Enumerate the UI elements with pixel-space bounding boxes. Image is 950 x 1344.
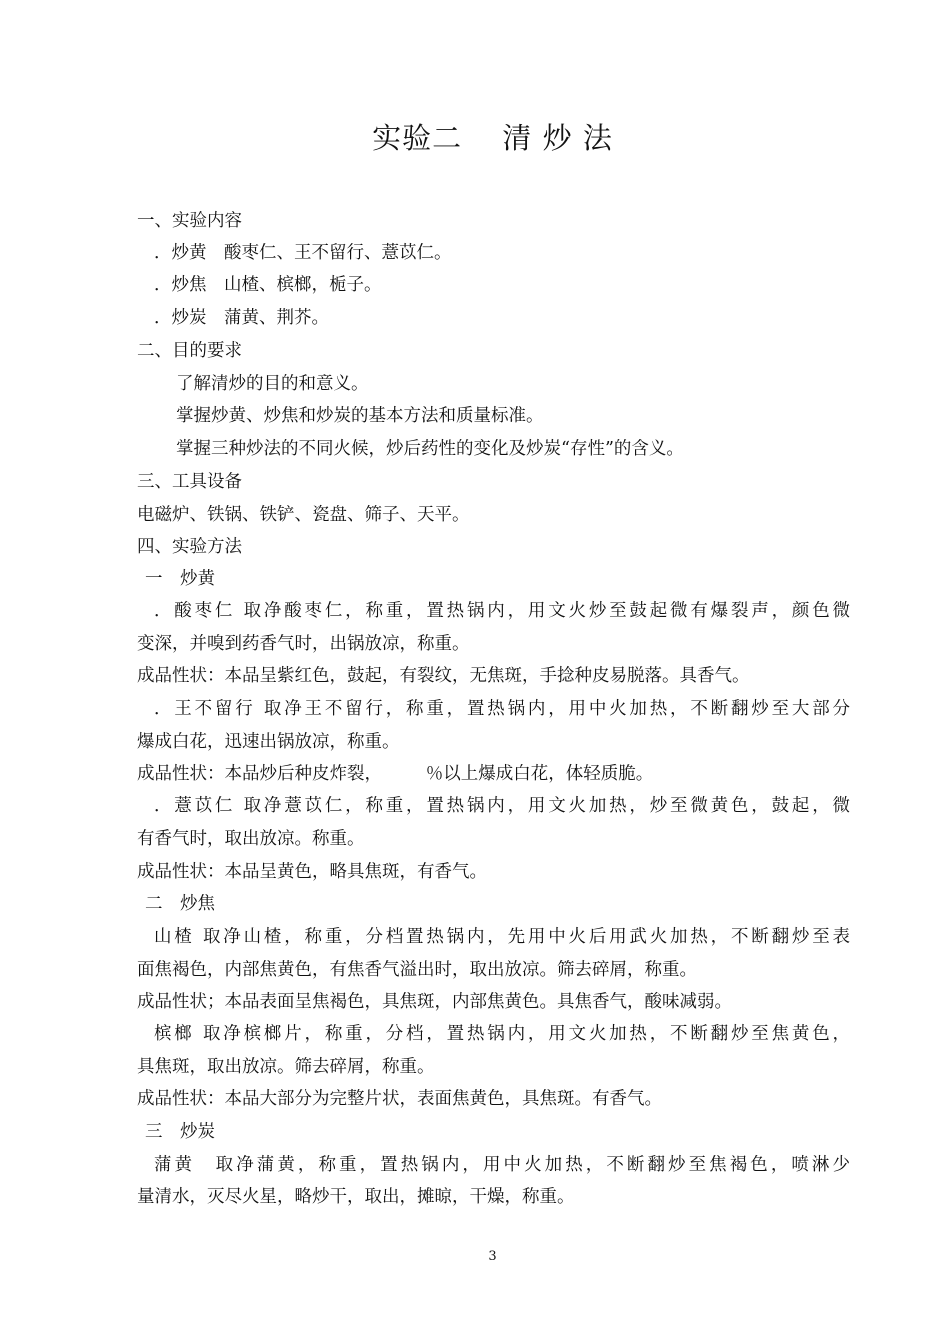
paragraph-line: 槟榔 取净槟榔片，称重，分档，置热锅内，用文火加热，不断翻炒至焦黄色， xyxy=(154,1024,850,1044)
subsection-heading: 二 炒焦 xyxy=(145,894,215,914)
paragraph-line: 电磁炉、铁锅、铁铲、瓷盘、筛子、天平。 xyxy=(137,505,470,525)
paragraph-line: 量清水，灭尽火星，略炒干，取出，摊晾，干燥，称重。 xyxy=(137,1187,575,1207)
paragraph-line: 有香气时，取出放凉。称重。 xyxy=(137,829,365,849)
section-heading-content: 一、实验内容 xyxy=(137,211,242,231)
section-heading-equipment: 三、工具设备 xyxy=(137,472,242,492)
paragraph-line: 成品性状：本品大部分为完整片状，表面焦黄色，具焦斑。有香气。 xyxy=(137,1089,662,1109)
paragraph-line: 具焦斑，取出放凉。筛去碎屑，称重。 xyxy=(137,1057,435,1077)
page-title: 实验二 清 炒 法 xyxy=(372,121,613,155)
list-item: ．炒黄 酸枣仁、王不留行、薏苡仁。 xyxy=(154,243,452,263)
list-item: 了解清炒的目的和意义。 xyxy=(176,374,369,394)
paragraph-line: ．酸枣仁 取净酸枣仁，称重，置热锅内，用文火炒至鼓起微有爆裂声，颜色微 xyxy=(154,601,850,621)
section-heading-objectives: 二、目的要求 xyxy=(137,341,242,361)
section-heading-methods: 四、实验方法 xyxy=(137,537,242,557)
paragraph-line: 蒲黄 取净蒲黄，称重，置热锅内，用中火加热，不断翻炒至焦褐色，喷淋少 xyxy=(154,1155,850,1175)
paragraph-line: 成品性状：本品炒后种皮炸裂， ％以上爆成白花，体轻质脆。 xyxy=(137,764,654,784)
list-item: ．炒炭 蒲黄、荆芥。 xyxy=(154,308,329,328)
paragraph-line: 变深，并嗅到药香气时，出锅放凉，称重。 xyxy=(137,634,470,654)
paragraph-line: 山楂 取净山楂，称重，分档置热锅内，先用中火后用武火加热，不断翻炒至表 xyxy=(154,927,850,947)
paragraph-line: 成品性状：本品呈紫红色，鼓起，有裂纹，无焦斑，手捻种皮易脱落。具香气。 xyxy=(137,666,750,686)
subsection-heading: 一 炒黄 xyxy=(145,569,215,589)
list-item: ．炒焦 山楂、槟榔，栀子。 xyxy=(154,275,382,295)
paragraph-line: ．薏苡仁 取净薏苡仁，称重，置热锅内，用文火加热，炒至微黄色，鼓起，微 xyxy=(154,796,850,816)
paragraph-line: 爆成白花，迅速出锅放凉，称重。 xyxy=(137,732,400,752)
paragraph-line: 成品性状；本品表面呈焦褐色，具焦斑，内部焦黄色。具焦香气，酸味减弱。 xyxy=(137,992,732,1012)
paragraph-line: 面焦褐色，内部焦黄色，有焦香气溢出时，取出放凉。筛去碎屑，称重。 xyxy=(137,960,697,980)
paragraph-line: 成品性状：本品呈黄色，略具焦斑，有香气。 xyxy=(137,862,487,882)
list-item: 掌握炒黄、炒焦和炒炭的基本方法和质量标准。 xyxy=(176,406,544,426)
subsection-heading: 三 炒炭 xyxy=(145,1122,215,1142)
paragraph-line: ．王不留行 取净王不留行，称重，置热锅内，用中火加热，不断翻炒至大部分 xyxy=(154,699,850,719)
list-item: 掌握三种炒法的不同火候，炒后药性的变化及炒炭“存性”的含义。 xyxy=(176,439,684,459)
page-number: 3 xyxy=(488,1249,497,1264)
